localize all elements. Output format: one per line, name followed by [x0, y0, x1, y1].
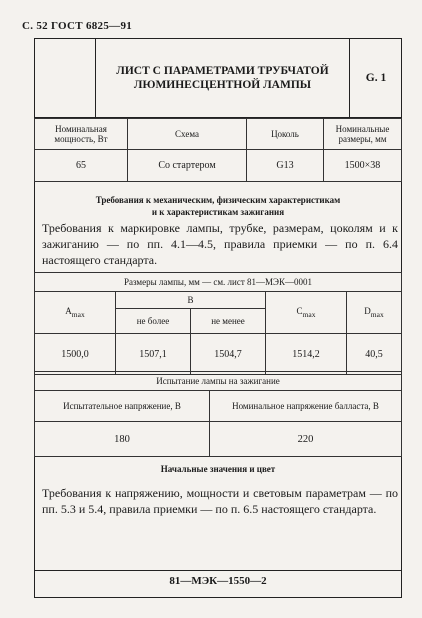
sheet-code: G. 1	[365, 71, 387, 84]
title-line-2: ЛЮМИНЕСЦЕНТНОЙ ЛАМПЫ	[133, 78, 312, 91]
table-cell: G13	[247, 150, 324, 182]
title-left-cell	[34, 38, 96, 117]
table-cell: 1500,0	[35, 334, 116, 375]
section-heading-initial-values: Начальные значения и цвет	[160, 464, 276, 474]
section-heading-mechanical	[34, 194, 402, 218]
lamp-parameters-table	[34, 118, 402, 182]
footer-divider	[34, 570, 402, 571]
column-header-d: $D_{max}$	[347, 292, 402, 334]
table-header-cell: Цоколь	[247, 119, 324, 150]
table-cell: 40,5	[347, 334, 402, 375]
column-header-a: $A_{max}$	[35, 292, 116, 334]
sheet-title-block	[34, 38, 402, 118]
table-caption: Размеры лампы, мм — см. лист 81—МЭК—0001	[35, 273, 402, 292]
heading-line-2: и к характеристикам зажигания	[151, 207, 285, 217]
column-header-b: B	[116, 292, 266, 309]
table-header-cell: Номинальное напряжение балласта, В	[210, 391, 402, 422]
table-cell: Со стартером	[128, 150, 247, 182]
table-header-cell: Испытательное напряжение, В	[35, 391, 210, 422]
sheet-title	[96, 38, 350, 117]
table-cell: 1504,7	[191, 334, 266, 375]
ignition-test-table	[34, 371, 402, 457]
table-cell: 1500×38	[324, 150, 402, 182]
column-subheader: не менее	[191, 309, 266, 334]
table-header-cell: Схема	[128, 119, 247, 150]
table-cell: 1514,2	[266, 334, 347, 375]
lamp-dimensions-table	[34, 272, 402, 375]
heading-line-1: Требования к механическим, физическим характеристикам	[95, 195, 341, 205]
column-header-c: $C_{max}$	[266, 292, 347, 334]
table-header-cell: Номинальные размеры, мм	[324, 119, 402, 150]
title-line-1: ЛИСТ С ПАРАМЕТРАМИ ТРУБЧАТОЙ	[116, 64, 329, 77]
table-caption: Испытание лампы на зажигание	[35, 372, 402, 391]
table-header-cell: Номинальная мощность, Вт	[35, 119, 128, 150]
table-cell: 220	[210, 422, 402, 457]
paragraph-initial-values: Требования к напряжению, мощности и световым параметрам — по пп. 5.3 и 5.4, правила приемки — по п. 6.5 настоящего стандарта.	[42, 486, 398, 516]
page-header: С. 52 ГОСТ 6825—91	[22, 20, 133, 32]
table-cell: 65	[35, 150, 128, 182]
table-cell: 180	[35, 422, 210, 457]
column-subheader: не более	[116, 309, 191, 334]
footer-code: 81—МЭК—1550—2	[169, 575, 267, 587]
paragraph-requirements: Требования к маркировке лампы, трубке, размерам, цоколям и к зажиганию — по пп. 4.1—4.5, правила приемки — по п. 6.4 настоящего стандарта.	[42, 221, 398, 267]
table-cell: 1507,1	[116, 334, 191, 375]
